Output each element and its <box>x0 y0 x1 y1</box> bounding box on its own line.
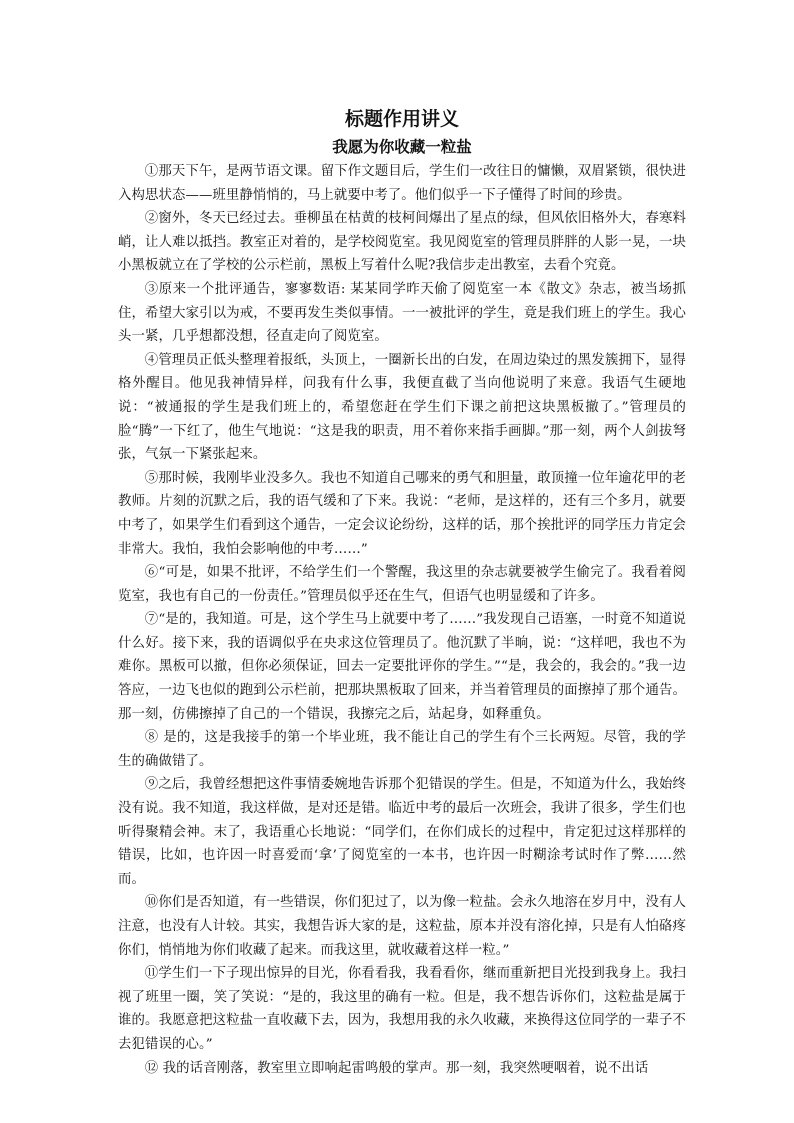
article-title: 我愿为你收藏一粒盐 <box>332 137 472 156</box>
paragraph-1: ①那天下午，是两节语文课。留下作文题目后，学生们一改往日的慵懒，双眉紧锁，很快进入构思状态——班里静悄悄的，马上就要中考了。他们似乎一下子懂得了时间的珍贵。 <box>118 164 686 203</box>
paragraph-3: ③原来一个批评通告，寥寥数语: 某某同学昨天偷了阅览室一本《散文》杂志，被当场抓住，希望大家引以为戒，不要再发生类似事情。一一被批评的学生，竟是我们班上的学生。我心头一紧，几乎想都没想，径直走向了阅览室。 <box>118 281 686 345</box>
paragraph-6: ⑥“可是，如果不批评，不给学生们一个警醒，我这里的杂志就要被学生偷完了。我看着阅览室，我也有自己的一份责任。”管理员似乎还在生气，但语气也明显缓和了许多。 <box>118 565 686 604</box>
paragraph-8: ⑧ 是的，这是我接手的第一个毕业班，我不能让自己的学生有个三长两短。尽管，我的学生的确做错了。 <box>118 730 686 769</box>
paragraph-9: ⑨之后，我曾经想把这件事情委婉地告诉那个犯错误的学生。但是，不知道为什么，我始终没有说。我不知道，我这样做，是对还是错。临近中考的最后一次班会，我讲了很多，学生们也听得聚精会神。末了，我语重心长地说：“同学们，在你们成长的过程中，肯定犯过这样那样的错误，比如，也许因一时喜爱而‘拿’了阅览室的一本书，也许因一时糊涂考试时作了弊……然而。 <box>118 777 686 887</box>
paragraph-12: ⑫ 我的话音刚落，教室里立即响起雷鸣般的掌声。那一刻，我突然哽咽着，说不出话 <box>144 1060 649 1076</box>
paragraph-10: ⑩你们是否知道，有一些错误，你们犯过了，以为像一粒盐。会永久地溶在岁月中，没有人注意，也没有人计较。其实，我想告诉大家的是，这粒盐，原本并没有溶化掉，只是有人怕硌疼你们，悄悄地为你们收藏了起来。而我这里，就收藏着这样一粒。” <box>118 895 686 958</box>
paragraph-4: ④管理员正低头整理着报纸，头顶上，一圈新长出的白发，在周边染过的黑发簇拥下，显得格外醒目。他见我神情异样，问我有什么事，我便直截了当向他说明了来意。我语气生硬地说：“被通报的学生是我们班上的，希望您赶在学生们下课之前把这块黑板撤了。”管理员的脸“腾”一下红了，他生气地说：“这是我的职责，用不着你来指手画脚。”那一刻，两个人剑拔弩张，气氛一下紧张起来。 <box>118 352 686 463</box>
paragraph-7: ⑦“是的，我知道。可是，这个学生马上就要中考了……”我发现自己语塞，一时竟不知道说什么好。接下来，我的语调似乎在央求这位管理员了。他沉默了半晌，说：“这样吧，我也不为难你。黑板可以撤，但你必须保证，回去一定要批评你的学生。”“是，我会的，我会的。”我一边答应，一边飞也似的跑到公示栏前，把那块黑板取了回来，并当着管理员的面擦掉了那个通告。那一刻，仿佛擦掉了自己的一个错误，我擦完之后，站起身，如释重负。 <box>118 612 686 722</box>
paragraph-11: ⑪学生们一下子现出惊异的目光，你看看我，我看看你，继而重新把目光投到我身上。我扫视了班里一圈，笑了笑说：“是的，我这里的确有一粒。但是，我不想告诉你们，这粒盐是属于谁的。我愿意把这粒盐一直收藏下去，因为，我想用我的永久收藏，来换得这位同学的一辈子不去犯错误的心。” <box>118 966 686 1052</box>
paragraph-5: ⑤那时候，我刚毕业没多久。我也不知道自己哪来的勇气和胆量，敢顶撞一位年逾花甲的老教师。片刻的沉默之后，我的语气缓和了下来。我说：“老师，是这样的，还有三个多月，就要中考了，如果学生们看到这个通告，一定会议论纷纷，这样的话，那个挨批评的同学压力肯定会非常大。我怕，我怕会影响他的中考……” <box>118 470 686 557</box>
document-title: 标题作用讲义 <box>344 108 459 130</box>
document-page <box>118 104 686 1080</box>
paragraph-2: ②窗外，冬天已经过去。垂柳虽在枯黄的枝柯间爆出了星点的绿，但风依旧格外大，春寒料峭，让人难以抵挡。教室正对着的，是学校阅览室。我见阅览室的管理员胖胖的人影一晃，一块小黑板就立在了学校的公示栏前，黑板上写着什么呢?我信步走出教室，去看个究竟。 <box>118 211 686 274</box>
